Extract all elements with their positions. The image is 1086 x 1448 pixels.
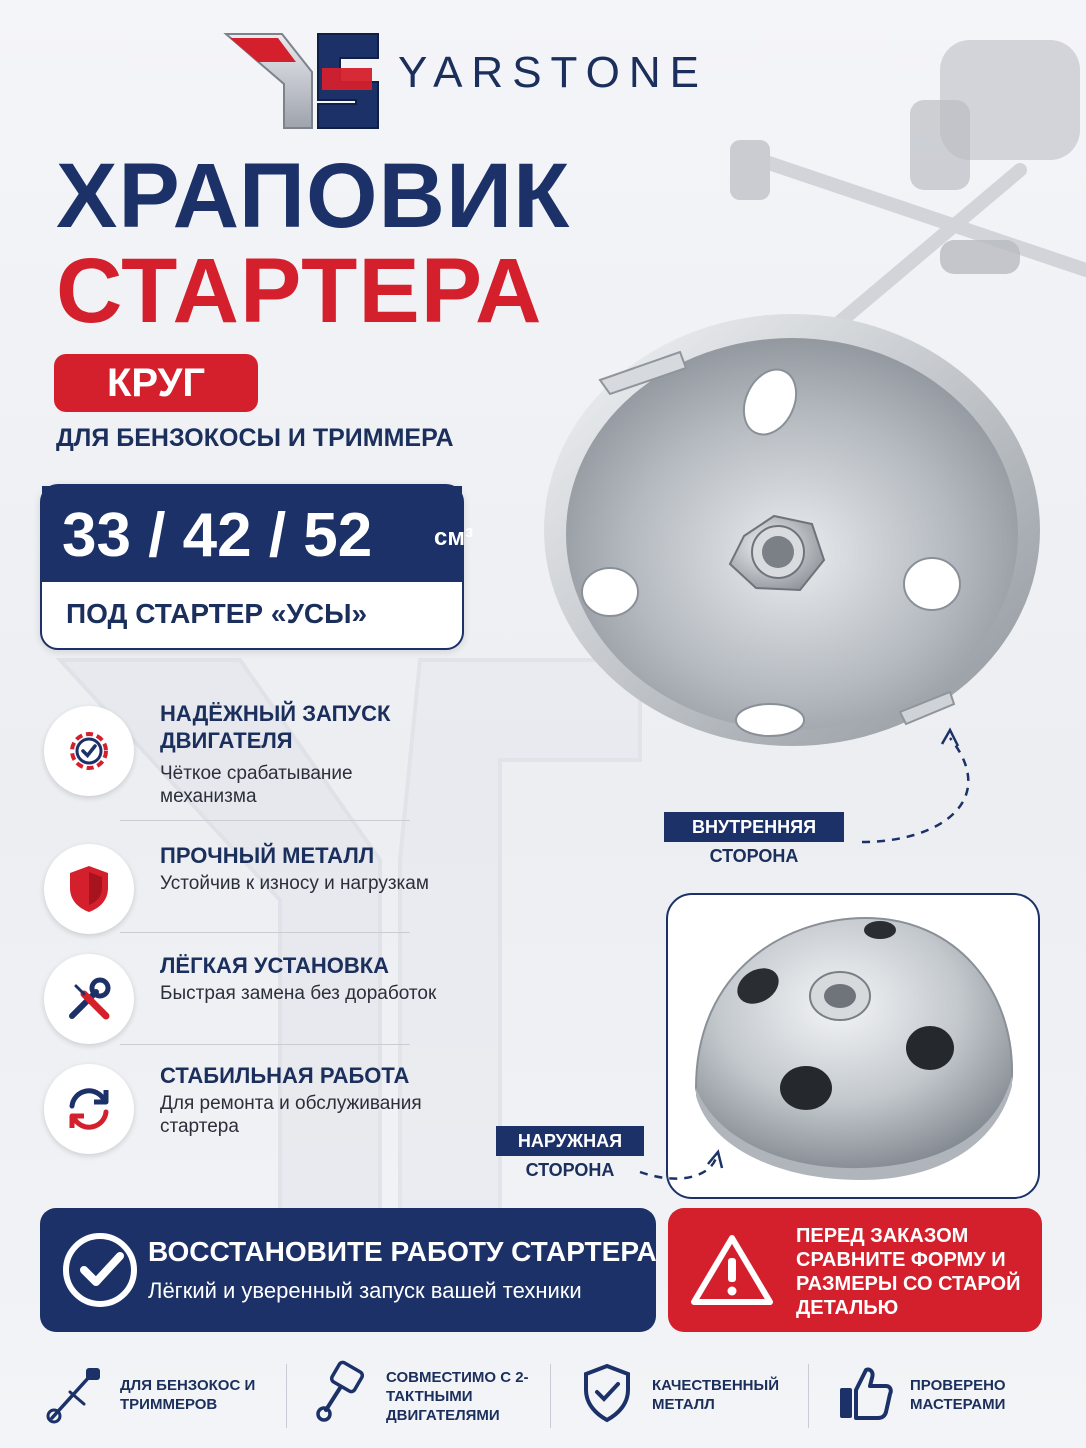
feature-title: СТАБИЛЬНАЯ РАБОТА (160, 1063, 410, 1088)
warning-triangle-icon (690, 1232, 774, 1308)
shield-icon (62, 862, 116, 916)
subtitle: ДЛЯ БЕНЗОКОСЫ И ТРИММЕРА (56, 424, 454, 452)
starter-type-note: ПОД СТАРТЕР «УСЫ» (66, 598, 368, 629)
refresh-icon (62, 1082, 116, 1136)
feature-icon-circle (44, 954, 134, 1044)
feature-desc: Чёткое срабатывание механизма (160, 763, 353, 807)
divider (120, 1044, 410, 1045)
volume-values: 33 / 42 / 52 (62, 501, 373, 570)
feature-easy-install (40, 948, 437, 1058)
feature-desc: Быстрая замена без доработок (160, 983, 437, 1004)
title-line-2: СТАРТЕРА (56, 240, 543, 342)
feature-icon-circle (44, 844, 134, 934)
piston-icon (310, 1362, 372, 1424)
volume-unit: см³ (434, 524, 474, 551)
footer-label: ПРОВЕРЕНО МАСТЕРАМИ (910, 1377, 1006, 1413)
feature-stable-work (40, 1058, 422, 1168)
footer-divider (550, 1364, 551, 1428)
volume-box (40, 484, 474, 650)
trimmer-icon (44, 1362, 106, 1424)
divider (120, 932, 410, 933)
ratchet-outer-side-image (676, 900, 1032, 1196)
divider (120, 820, 410, 821)
warning-banner (668, 1208, 1042, 1332)
restore-banner-desc: Лёгкий и уверенный запуск вашей техники (148, 1278, 582, 1303)
feature-desc: Для ремонта и обслуживания стартера (160, 1093, 422, 1137)
restore-banner-title: ВОССТАНОВИТЕ РАБОТУ СТАРТЕРА (148, 1236, 657, 1267)
shape-badge: КРУГ (54, 354, 258, 412)
warning-banner-text: ПЕРЕД ЗАКАЗОМ СРАВНИТЕ ФОРМУ И РАЗМЕРЫ СО СТАРОЙ ДЕТАЛЬЮ (796, 1225, 1021, 1319)
footer-divider (286, 1364, 287, 1428)
check-circle-icon (60, 1230, 140, 1310)
wrench-screwdriver-icon (62, 972, 116, 1026)
footer-label: СОВМЕСТИМО С 2-ТАКТНЫМИ ДВИГАТЕЛЯМИ (386, 1369, 529, 1424)
footer-divider (808, 1364, 809, 1428)
feature-title: НАДЁЖНЫЙ ЗАПУСК ДВИГАТЕЛЯ (160, 701, 391, 753)
feature-title: ПРОЧНЫЙ МЕТАЛЛ (160, 843, 375, 868)
inner-side-label: ВНУТРЕННЯЯ (664, 812, 844, 842)
outer-side-label-2: СТОРОНА (525, 1160, 615, 1180)
feature-icon-circle (44, 706, 134, 796)
feature-reliable-start (40, 700, 410, 810)
brand-name: YARSTONE (398, 48, 708, 97)
ratchet-inner-side-image (530, 272, 1040, 752)
restore-banner (40, 1208, 656, 1332)
feature-icon-circle (44, 1064, 134, 1154)
footer-label: ДЛЯ БЕНЗОКОС И ТРИММЕРОВ (120, 1377, 256, 1413)
yarstone-logo-icon (222, 28, 382, 132)
outer-side-label: НАРУЖНАЯ (496, 1126, 644, 1156)
footer-label: КАЧЕСТВЕННЫЙ МЕТАЛЛ (652, 1377, 779, 1413)
shield-check-icon (576, 1362, 638, 1424)
gear-check-icon (62, 724, 116, 778)
feature-title: ЛЁГКАЯ УСТАНОВКА (160, 953, 390, 978)
feature-desc: Устойчив к износу и нагрузкам (160, 873, 429, 894)
inner-side-label-2: СТОРОНА (709, 846, 799, 866)
title-line-1: ХРАПОВИК (56, 145, 571, 247)
thumbs-up-icon (834, 1362, 896, 1424)
